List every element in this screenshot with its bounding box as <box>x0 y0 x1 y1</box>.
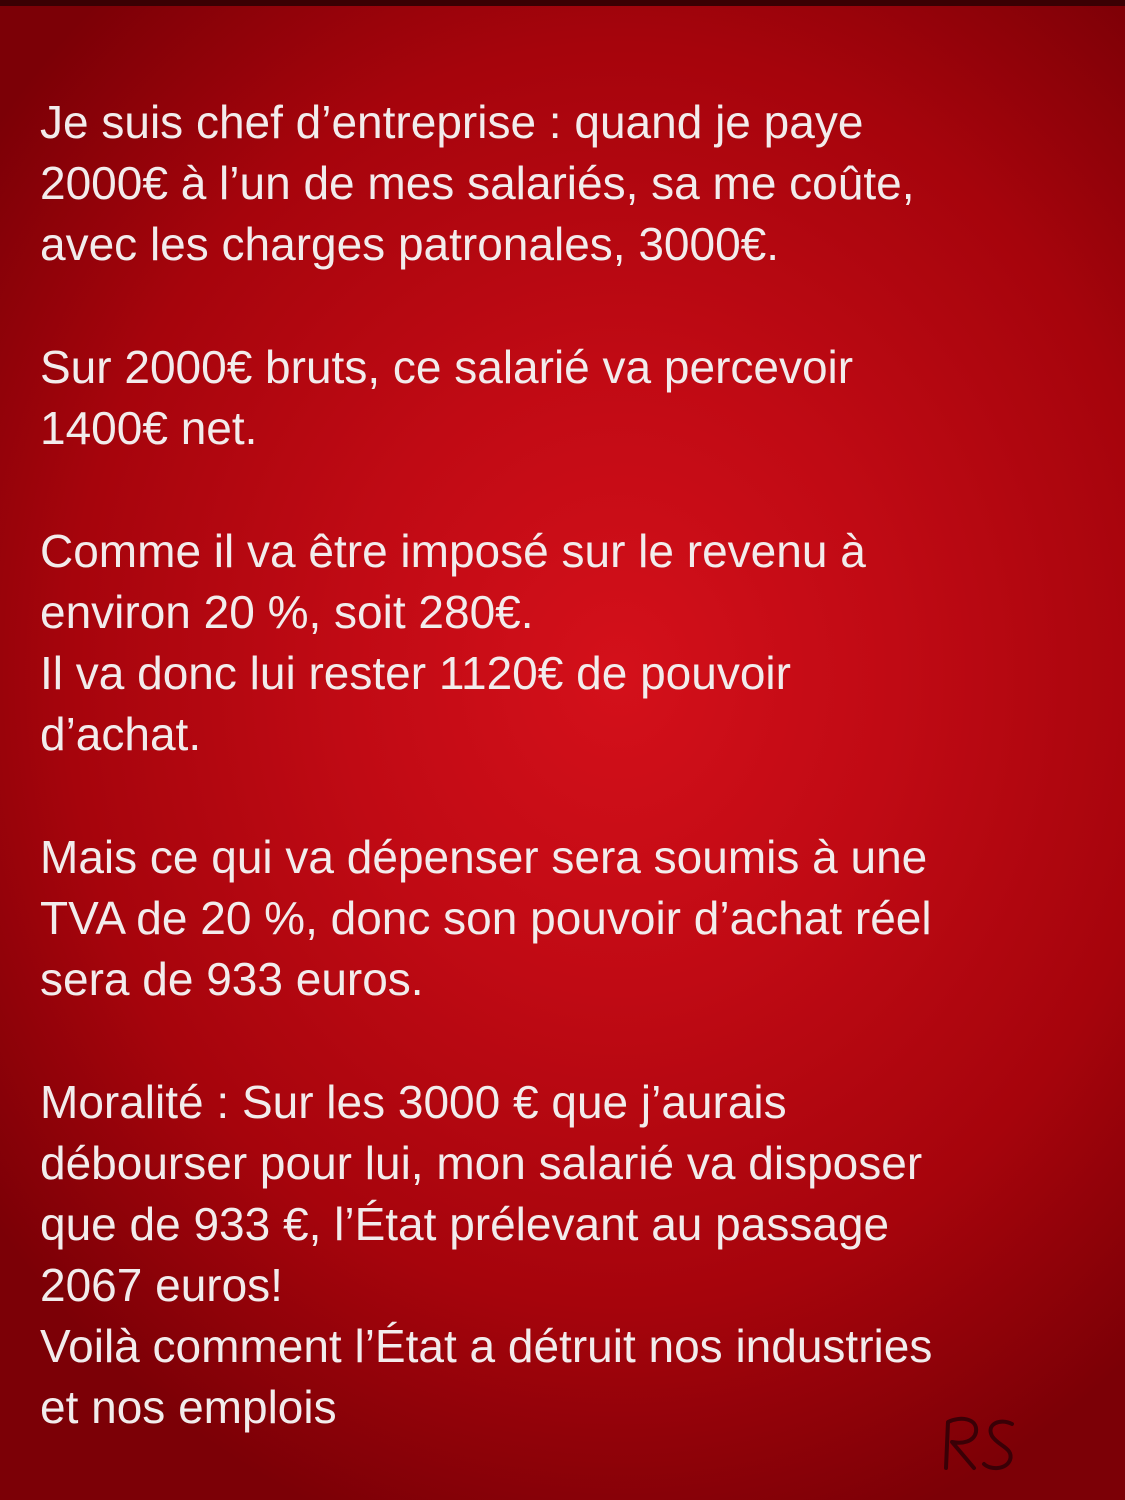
signature <box>938 1408 1028 1478</box>
paragraph-1 <box>40 92 1100 275</box>
text-line: et nos emplois <box>40 1381 337 1433</box>
text-line: 1400€ net. <box>40 402 258 454</box>
text-line: TVA de 20 %, donc son pouvoir d’achat réel <box>40 892 932 944</box>
top-border <box>0 0 1125 6</box>
text-line: 2067 euros! <box>40 1259 283 1311</box>
signature-mark <box>938 1408 1028 1478</box>
text-line: Sur 2000€ bruts, ce salarié va percevoir <box>40 341 854 393</box>
text-line: environ 20 %, soit 280€. <box>40 586 534 638</box>
text-line: débourser pour lui, mon salarié va disposer <box>40 1137 923 1189</box>
paragraph-2 <box>40 337 1100 459</box>
text-line: avec les charges patronales, 3000€. <box>40 218 780 270</box>
text-line: Comme il va être imposé sur le revenu à <box>40 525 866 577</box>
poster-text <box>40 92 1100 1500</box>
text-line: sera de 933 euros. <box>40 953 424 1005</box>
text-line: 2000€ à l’un de mes salariés, sa me coûte, <box>40 157 915 209</box>
text-line: Je suis chef d’entreprise : quand je paye <box>40 96 864 148</box>
text-line: Mais ce qui va dépenser sera soumis à une <box>40 831 928 883</box>
paragraph-4 <box>40 827 1100 1010</box>
paragraph-3 <box>40 521 1100 765</box>
paragraph-5 <box>40 1072 1100 1438</box>
text-line: Voilà comment l’État a détruit nos industries <box>40 1320 933 1372</box>
text-line: que de 933 €, l’État prélevant au passage <box>40 1198 890 1250</box>
text-line: d’achat. <box>40 708 202 760</box>
text-line: Il va donc lui rester 1120€ de pouvoir <box>40 647 791 699</box>
text-line: Moralité : Sur les 3000 € que j’aurais <box>40 1076 787 1128</box>
